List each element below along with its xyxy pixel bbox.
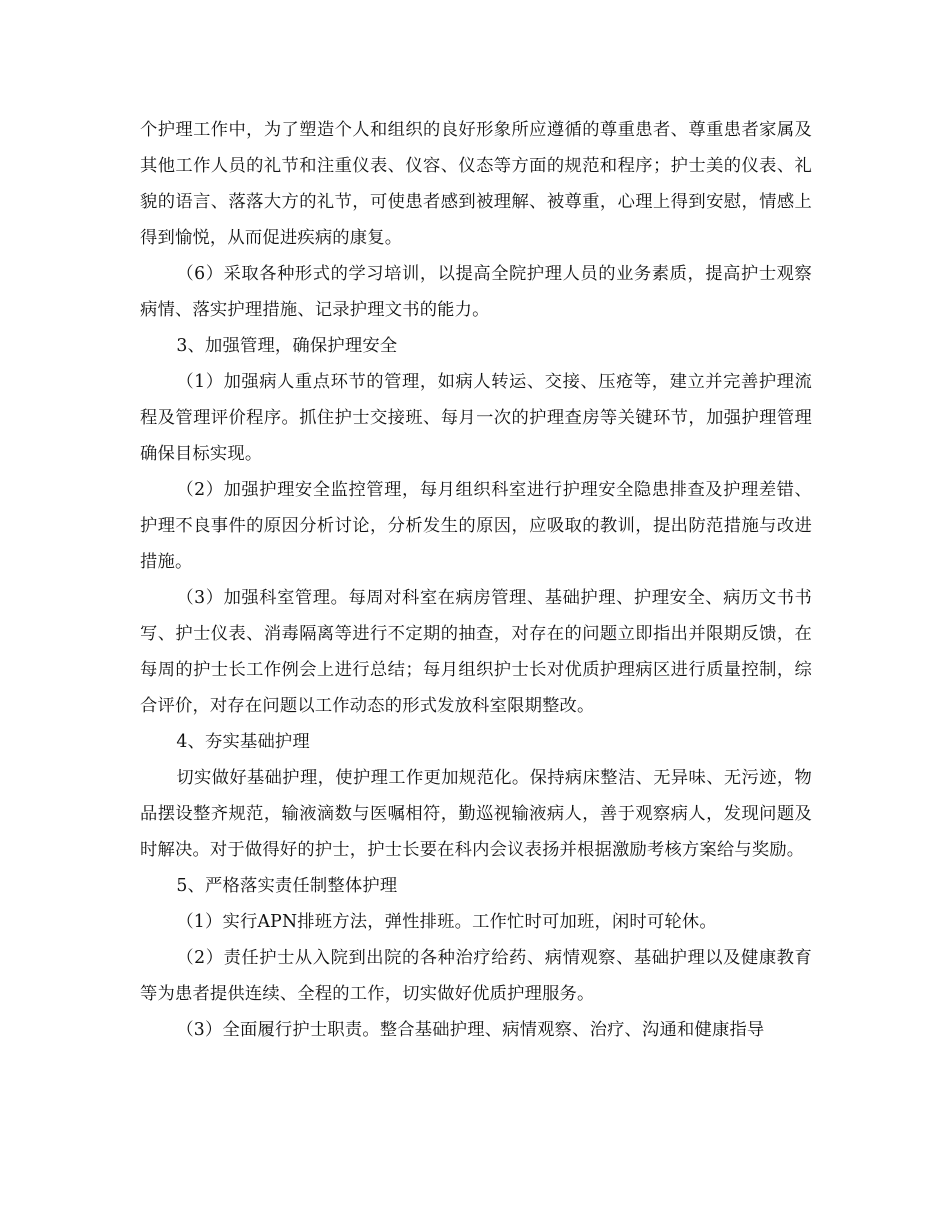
paragraph-item-1-key-links: （1）加强病人重点环节的管理，如病人转运、交接、压疮等，建立并完善护理流程及管理评价程序。抓住护士交接班、每月一次的护理查房等关键环节，加强护理管理确保目标实现。	[140, 372, 812, 464]
section-heading-4: 4、夯实基础护理	[176, 732, 310, 752]
paragraph-item-6-training: （6）采取各种形式的学习培训，以提高全院护理人员的业务素质，提高护士观察病情、落实护理措施、记录护理文书的能力。	[140, 264, 812, 320]
paragraph-continuation: 个护理工作中，为了塑造个人和组织的良好形象所应遵循的尊重患者、尊重患者家属及其他工作人员的礼节和注重仪表、仪容、仪态等方面的规范和程序；护士美的仪表、礼貌的语言、落落大方的礼节，可使患者感到被理解、被尊重，心理上得到安慰，情感上得到愉悦，从而促进疾病的康复。	[140, 120, 812, 248]
paragraph-item-3-department-management: （3）加强科室管理。每周对科室在病房管理、基础护理、护理安全、病历文书书写、护士仪表、消毒隔离等进行不定期的抽查，对存在的问题立即指出并限期反馈，在每周的护士长工作例会上进行总结；每月组织护士长对优质护理病区进行质量控制，综合评价，对存在问题以工作动态的形式发放科室限期整改。	[140, 588, 812, 716]
paragraph-item-2-safety-monitoring: （2）加强护理安全监控管理，每月组织科室进行护理安全隐患排查及护理差错、护理不良事件的原因分析讨论，分析发生的原因，应吸取的教训，提出防范措施与改进措施。	[140, 480, 812, 572]
paragraph-item-2-responsible-nurse: （2）责任护士从入院到出院的各种治疗给药、病情观察、基础护理以及健康教育等为患者提供连续、全程的工作，切实做好优质护理服务。	[140, 948, 812, 1004]
document-body	[140, 112, 812, 1048]
paragraph-item-3-duties: （3）全面履行护士职责。整合基础护理、病情观察、治疗、沟通和健康指导	[176, 1020, 765, 1040]
section-heading-3: 3、加强管理，确保护理安全	[176, 336, 398, 356]
section-heading-5: 5、严格落实责任制整体护理	[176, 876, 398, 896]
paragraph-basic-nursing: 切实做好基础护理，使护理工作更加规范化。保持病床整洁、无异味、无污迹，物品摆设整齐规范，输液滴数与医嘱相符，勤巡视输液病人，善于观察病人，发现问题及时解决。对于做得好的护士，护士长要在科内会议表扬并根据激励考核方案给与奖励。	[140, 768, 812, 860]
paragraph-item-1-apn-scheduling: （1）实行APN排班方法，弹性排班。工作忙时可加班，闲时可轮休。	[176, 912, 717, 932]
